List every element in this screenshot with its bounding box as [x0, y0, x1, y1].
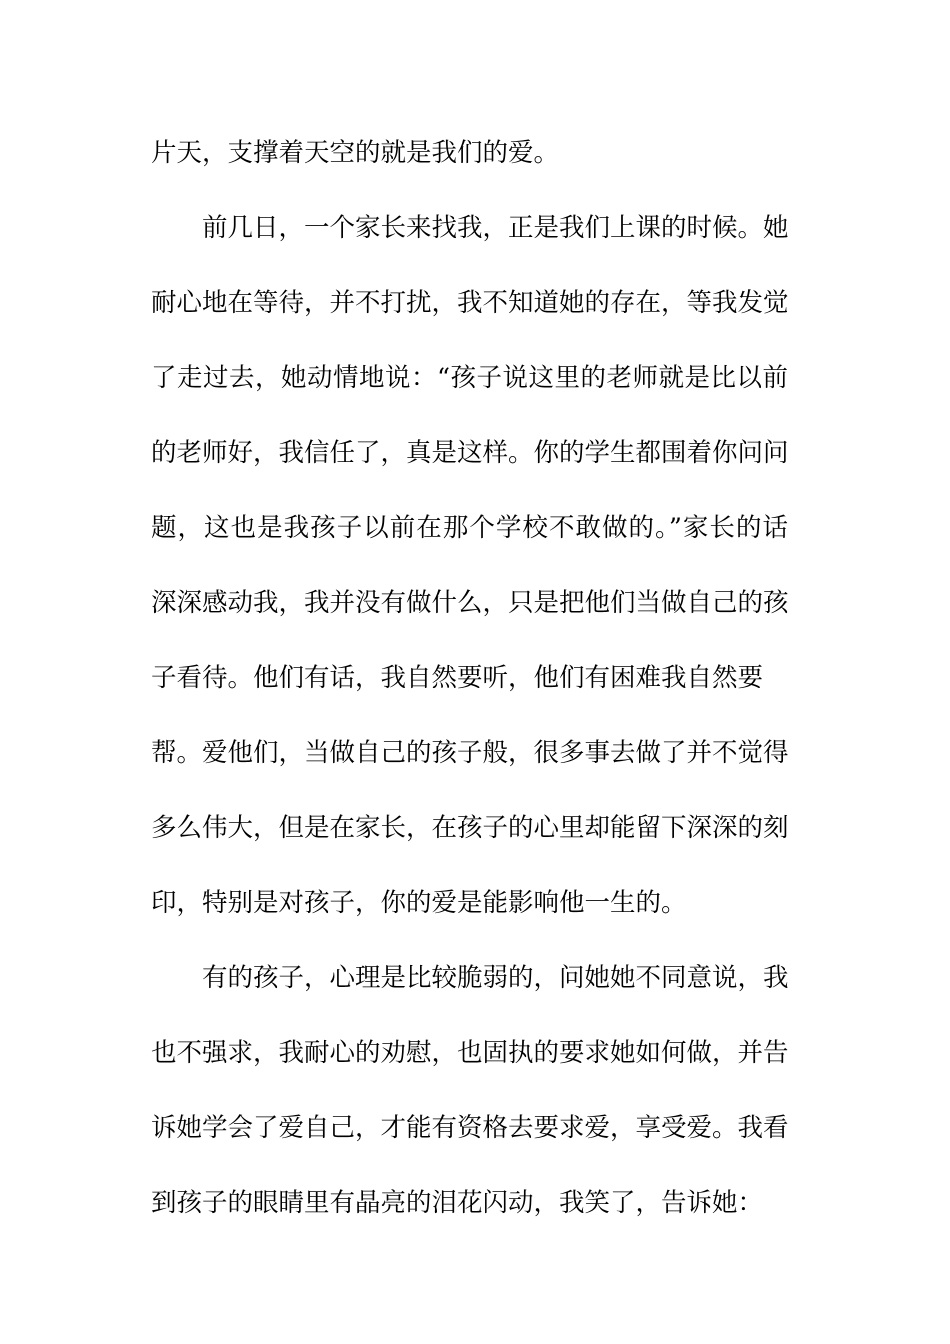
- paragraph-first-line: 有的孩子，心理是比较脆弱的，问她她不同意说，我: [202, 963, 789, 993]
- text-line: 了走过去，她动情地说：“孩子说这里的老师就是比以前: [151, 363, 788, 393]
- text-line: 帮。爱他们，当做自己的孩子般，很多事去做了并不觉得: [151, 738, 789, 768]
- text-line: 深深感动我，我并没有做什么，只是把他们当做自己的孩: [151, 588, 789, 618]
- text-line: 印，特别是对孩子，你的爱是能影响他一生的。: [151, 888, 687, 918]
- text-line: 片天，支撑着天空的就是我们的爱。: [151, 138, 560, 168]
- text-line: 诉她学会了爱自己，才能有资格去要求爱，享受爱。我看: [151, 1113, 789, 1143]
- text-line: 到孩子的眼睛里有晶亮的泪花闪动，我笑了，告诉她：: [151, 1188, 764, 1218]
- text-line: 也不强求，我耐心的劝慰，也固执的要求她如何做，并告: [151, 1038, 789, 1068]
- text-line: 子看待。他们有话，我自然要听，他们有困难我自然要: [151, 663, 764, 693]
- text-line: 的老师好，我信任了，真是这样。你的学生都围着你问问: [151, 438, 789, 468]
- paragraph-first-line: 前几日，一个家长来找我，正是我们上课的时候。她: [202, 213, 789, 243]
- text-line: 耐心地在等待，并不打扰，我不知道她的存在，等我发觉: [151, 288, 789, 318]
- text-line: 题，这也是我孩子以前在那个学校不敢做的。”家长的话: [151, 513, 788, 543]
- text-line: 多么伟大，但是在家长，在孩子的心里却能留下深深的刻: [151, 813, 789, 843]
